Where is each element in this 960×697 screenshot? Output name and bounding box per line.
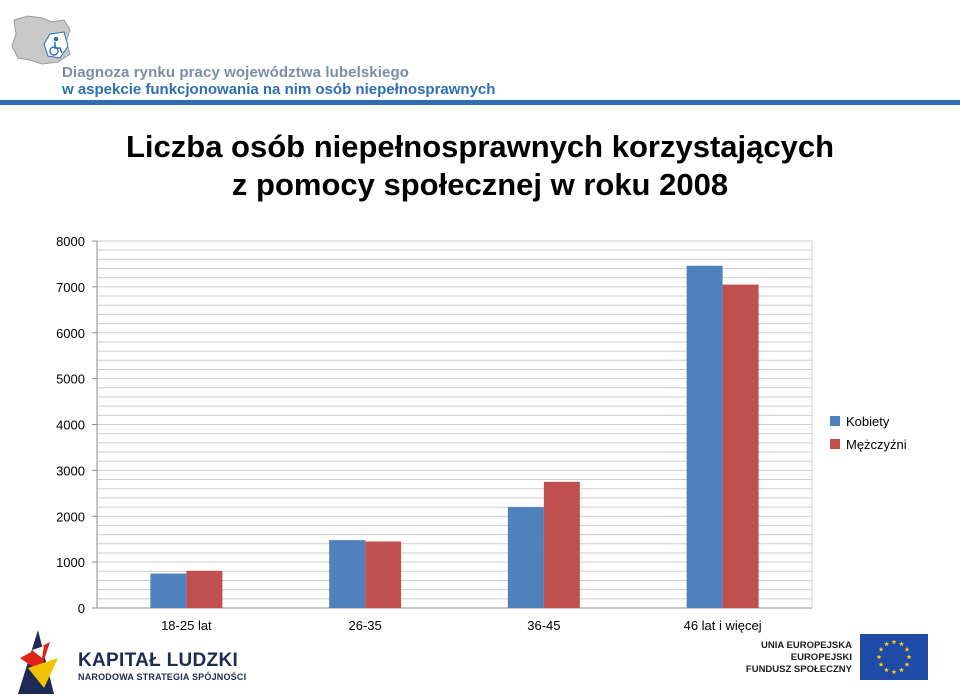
y-tick-label: 0 bbox=[77, 601, 85, 616]
y-tick-label: 3000 bbox=[56, 463, 85, 479]
eu-fund-text bbox=[700, 640, 852, 676]
legend-swatch-1 bbox=[830, 439, 840, 449]
chart-title-line1: Liczba osób niepełnosprawnych korzystających bbox=[125, 129, 835, 164]
legend-label-1: Mężczyźni bbox=[846, 437, 907, 452]
y-tick-labels bbox=[56, 234, 85, 616]
x-tick-label: 18-25 lat bbox=[161, 618, 212, 633]
bar-mężczyźni-2 bbox=[544, 482, 580, 608]
eu-line3: FUNDUSZ SPOŁECZNY bbox=[745, 664, 852, 675]
bar-kobiety-3 bbox=[687, 266, 723, 608]
x-tick-label: 26-35 bbox=[348, 618, 382, 633]
y-tick-label: 2000 bbox=[56, 509, 85, 525]
y-tick-label: 4000 bbox=[56, 417, 85, 433]
y-tick-label: 1000 bbox=[56, 555, 85, 571]
y-tick-label: 7000 bbox=[56, 279, 85, 295]
y-tick-label: 8000 bbox=[56, 234, 85, 249]
x-tick-labels bbox=[161, 618, 762, 633]
y-tick-label: 6000 bbox=[56, 325, 85, 341]
chart-legend bbox=[830, 414, 907, 452]
y-tick-label: 5000 bbox=[56, 371, 85, 387]
header-line1: Diagnoza rynku pracy województwa lubelskiego bbox=[62, 64, 409, 81]
bar-mężczyźni-1 bbox=[365, 541, 401, 608]
eu-flag-icon bbox=[860, 634, 928, 680]
bar-kobiety-0 bbox=[150, 574, 186, 608]
eu-line2: EUROPEJSKI bbox=[790, 652, 852, 663]
chart-title-line2: z pomocy społecznej w roku 2008 bbox=[231, 167, 729, 202]
bar-kobiety-2 bbox=[508, 507, 544, 608]
kapital-ludzki-subtitle: NARODOWA STRATEGIA SPÓJNOŚCI bbox=[78, 672, 247, 682]
header-line2: w aspekcie funkcjonowania na nim osób niepełnosprawnych bbox=[62, 81, 496, 98]
eu-line1: UNIA EUROPEJSKA bbox=[761, 640, 852, 651]
kapital-ludzki-title: KAPITAŁ LUDZKI bbox=[78, 650, 239, 671]
legend-label-0: Kobiety bbox=[846, 414, 890, 429]
bar-mężczyźni-3 bbox=[723, 285, 759, 608]
chart-bars bbox=[150, 266, 758, 608]
legend-swatch-0 bbox=[830, 416, 840, 426]
bar-kobiety-1 bbox=[329, 540, 365, 608]
bar-mężczyźni-0 bbox=[186, 571, 222, 608]
x-tick-label: 46 lat i więcej bbox=[683, 618, 762, 633]
x-tick-label: 36-45 bbox=[527, 618, 561, 633]
